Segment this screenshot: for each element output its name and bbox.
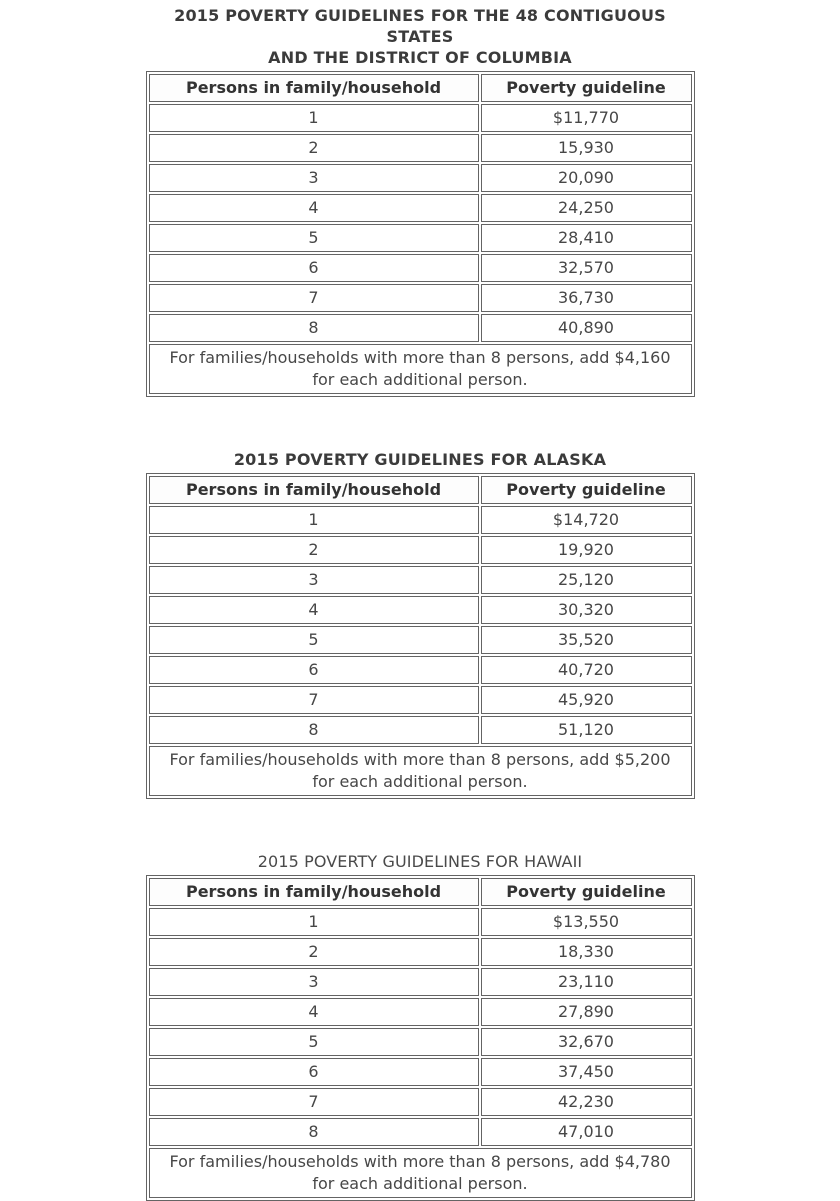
- table-row: [149, 1088, 692, 1116]
- guideline-cell: 18,330: [481, 938, 692, 966]
- table-title-hawaii: [146, 851, 695, 872]
- persons-cell: 4: [149, 194, 479, 222]
- guideline-cell: 27,890: [481, 998, 692, 1026]
- table-row: [149, 536, 692, 564]
- table-row: [149, 566, 692, 594]
- guideline-cell: 36,730: [481, 284, 692, 312]
- guideline-cell: $14,720: [481, 506, 692, 534]
- guideline-cell: 40,890: [481, 314, 692, 342]
- guideline-cell: 28,410: [481, 224, 692, 252]
- footnote-line: For families/households with more than 8 persons, add $4,160: [169, 348, 671, 367]
- guideline-cell: 42,230: [481, 1088, 692, 1116]
- footnote-line: for each additional person.: [312, 1174, 528, 1193]
- guideline-cell: 32,570: [481, 254, 692, 282]
- title-line: AND THE DISTRICT OF COLUMBIA: [268, 48, 572, 67]
- header-row: [149, 878, 692, 906]
- guideline-cell: 51,120: [481, 716, 692, 744]
- table-row: [149, 254, 692, 282]
- section-alaska: [146, 449, 695, 799]
- persons-cell: 3: [149, 968, 479, 996]
- table-row: [149, 104, 692, 132]
- table-row: [149, 194, 692, 222]
- table-row: [149, 686, 692, 714]
- guideline-cell: 40,720: [481, 656, 692, 684]
- col-header-guideline: Poverty guideline: [481, 74, 692, 102]
- persons-cell: 6: [149, 254, 479, 282]
- persons-cell: 3: [149, 566, 479, 594]
- title-line: 2015 POVERTY GUIDELINES FOR HAWAII: [257, 852, 583, 871]
- table-row: [149, 506, 692, 534]
- header-row: [149, 74, 692, 102]
- table-row: [149, 998, 692, 1026]
- persons-cell: 7: [149, 686, 479, 714]
- table-row: [149, 596, 692, 624]
- footnote-row: [149, 746, 692, 796]
- table-row: [149, 1028, 692, 1056]
- persons-cell: 1: [149, 104, 479, 132]
- footnote-row: [149, 344, 692, 394]
- persons-cell: 4: [149, 596, 479, 624]
- footnote-line: for each additional person.: [312, 772, 528, 791]
- footnote-cell: [149, 746, 692, 796]
- guideline-cell: 15,930: [481, 134, 692, 162]
- persons-cell: 1: [149, 506, 479, 534]
- col-header-persons: Persons in family/household: [149, 476, 479, 504]
- persons-cell: 8: [149, 314, 479, 342]
- persons-cell: 8: [149, 1118, 479, 1146]
- header-row: [149, 476, 692, 504]
- title-line: 2015 POVERTY GUIDELINES FOR THE 48 CONTIGUOUS: [174, 6, 666, 25]
- title-line: STATES: [386, 27, 454, 46]
- persons-cell: 7: [149, 284, 479, 312]
- footnote-line: For families/households with more than 8 persons, add $5,200: [169, 750, 671, 769]
- persons-cell: 6: [149, 656, 479, 684]
- persons-cell: 8: [149, 716, 479, 744]
- table-title-contiguous: [146, 5, 695, 68]
- col-header-guideline: Poverty guideline: [481, 476, 692, 504]
- guideline-cell: 47,010: [481, 1118, 692, 1146]
- table-row: [149, 656, 692, 684]
- table-title-alaska: [146, 449, 695, 470]
- poverty-table-hawaii: [146, 875, 695, 1201]
- title-line: 2015 POVERTY GUIDELINES FOR ALASKA: [233, 450, 607, 469]
- table-row: [149, 314, 692, 342]
- col-header-persons: Persons in family/household: [149, 878, 479, 906]
- persons-cell: 6: [149, 1058, 479, 1086]
- footnote-cell: [149, 344, 692, 394]
- section-hawaii: [146, 851, 695, 1201]
- col-header-persons: Persons in family/household: [149, 74, 479, 102]
- guideline-cell: 32,670: [481, 1028, 692, 1056]
- guideline-cell: 37,450: [481, 1058, 692, 1086]
- guideline-cell: $13,550: [481, 908, 692, 936]
- persons-cell: 2: [149, 938, 479, 966]
- section-contiguous-states: [146, 5, 695, 397]
- table-row: [149, 164, 692, 192]
- guideline-cell: 24,250: [481, 194, 692, 222]
- persons-cell: 3: [149, 164, 479, 192]
- footnote-line: For families/households with more than 8 persons, add $4,780: [169, 1152, 671, 1171]
- persons-cell: 5: [149, 626, 479, 654]
- poverty-table-contiguous: [146, 71, 695, 397]
- table-row: [149, 716, 692, 744]
- footnote-line: for each additional person.: [312, 370, 528, 389]
- table-row: [149, 938, 692, 966]
- poverty-table-alaska: [146, 473, 695, 799]
- persons-cell: 4: [149, 998, 479, 1026]
- table-row: [149, 968, 692, 996]
- guideline-cell: $11,770: [481, 104, 692, 132]
- table-row: [149, 626, 692, 654]
- guideline-cell: 19,920: [481, 536, 692, 564]
- persons-cell: 1: [149, 908, 479, 936]
- guideline-cell: 30,320: [481, 596, 692, 624]
- table-row: [149, 908, 692, 936]
- table-row: [149, 134, 692, 162]
- guideline-cell: 45,920: [481, 686, 692, 714]
- guideline-cell: 25,120: [481, 566, 692, 594]
- persons-cell: 5: [149, 1028, 479, 1056]
- persons-cell: 7: [149, 1088, 479, 1116]
- guideline-cell: 23,110: [481, 968, 692, 996]
- guideline-cell: 35,520: [481, 626, 692, 654]
- table-row: [149, 224, 692, 252]
- persons-cell: 2: [149, 536, 479, 564]
- guideline-cell: 20,090: [481, 164, 692, 192]
- table-row: [149, 1058, 692, 1086]
- table-row: [149, 1118, 692, 1146]
- persons-cell: 5: [149, 224, 479, 252]
- table-row: [149, 284, 692, 312]
- persons-cell: 2: [149, 134, 479, 162]
- col-header-guideline: Poverty guideline: [481, 878, 692, 906]
